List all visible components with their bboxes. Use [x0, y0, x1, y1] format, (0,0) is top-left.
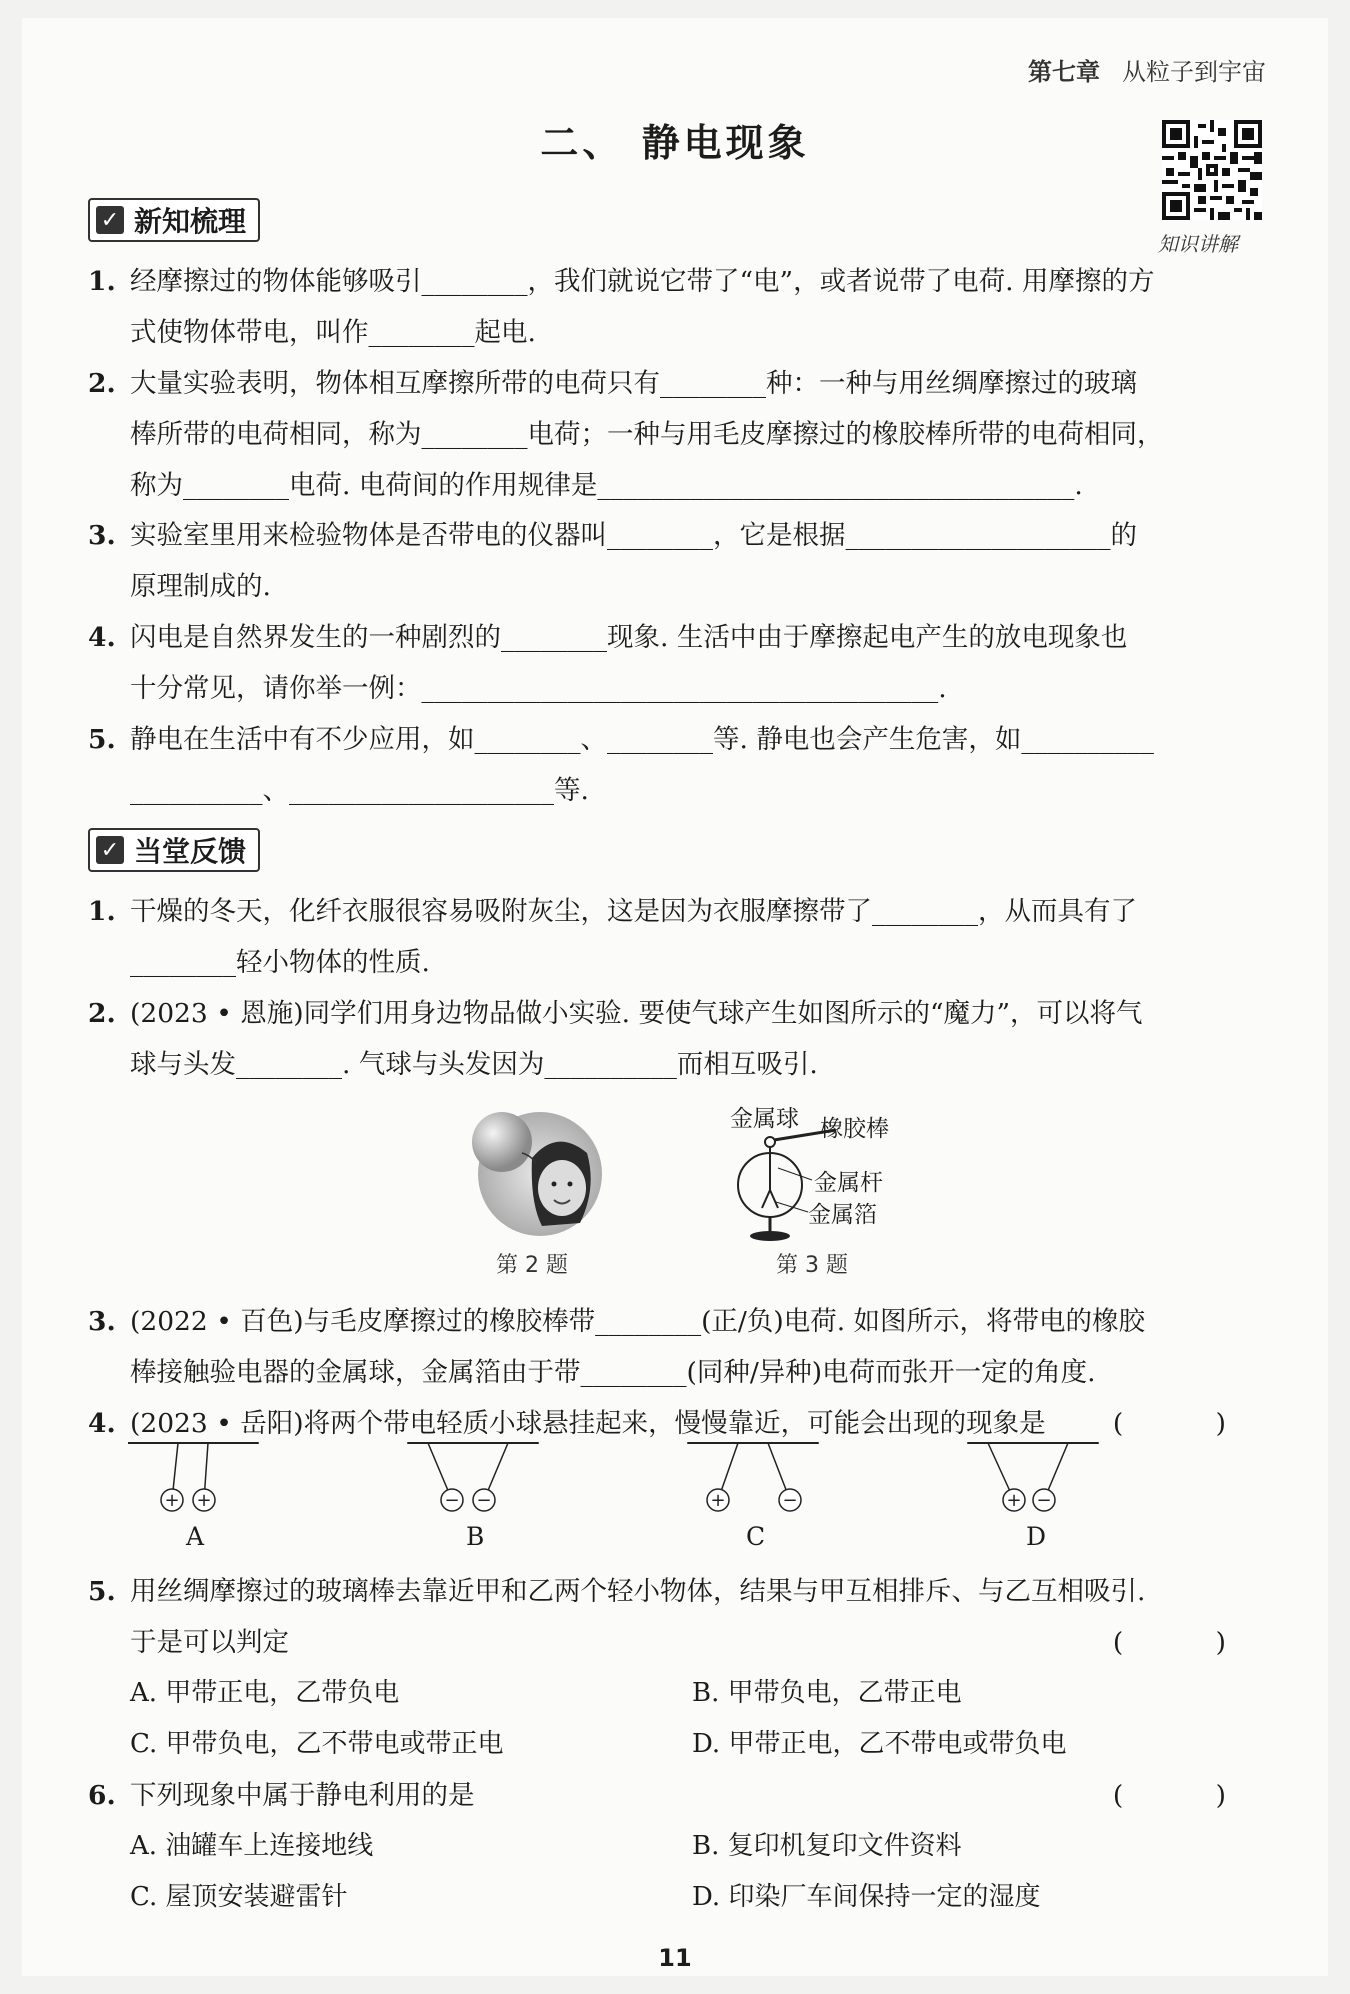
question-line: 静电在生活中有不少应用，如________、________等. 静电也会产生危害，如__________	[130, 724, 1154, 755]
label-rubber-rod: 橡胶棒	[820, 1116, 889, 1142]
section-in-class-feedback	[88, 828, 260, 872]
svg-text:+: +	[1006, 1490, 1022, 1511]
svg-text:+: +	[710, 1490, 726, 1511]
option-b[interactable]: B. 复印机复印文件资料	[692, 1831, 962, 1861]
metal-foil	[762, 1190, 778, 1208]
question-s2-5	[88, 1566, 1268, 1668]
balloon-shape	[472, 1112, 532, 1172]
electroscope-base	[750, 1231, 790, 1241]
question-s2-3	[88, 1296, 1268, 1398]
option-letter-d: D	[1026, 1522, 1047, 1551]
option-letter-a: A	[186, 1522, 205, 1551]
section-label: 当堂反馈	[134, 835, 247, 868]
svg-text:+: +	[164, 1490, 180, 1511]
question-line: 于是可以判定	[130, 1627, 289, 1658]
question-number: 2.	[88, 998, 116, 1029]
question-number: 1.	[88, 896, 116, 927]
qr-code-icon[interactable]	[1162, 120, 1262, 220]
question-line: (2023 • 岳阳)将两个带电轻质小球悬挂起来，慢慢靠近，可能会出现的现象是	[130, 1408, 1046, 1439]
figure-2-caption: 第 2 题	[496, 1253, 568, 1278]
chapter-title: 从粒子到宇宙	[1122, 58, 1266, 86]
question-number: 1.	[88, 266, 116, 297]
option-b-diagram[interactable]	[408, 1443, 538, 1511]
option-c[interactable]: C. 甲带负电，乙不带电或带正电	[130, 1729, 504, 1759]
question-number: 5.	[88, 724, 116, 755]
svg-text:+: +	[196, 1490, 212, 1511]
question-number: 4.	[88, 622, 116, 653]
question-line: 大量实验表明，物体相互摩擦所带的电荷只有________种：一种与用丝绸摩擦过的玻璃	[130, 368, 1137, 399]
checkbox-icon: ✓	[96, 836, 124, 864]
answer-paren[interactable]: ( )	[1112, 1408, 1268, 1439]
option-b[interactable]: B. 甲带负电，乙带正电	[692, 1678, 962, 1708]
option-a-diagram[interactable]	[128, 1443, 258, 1511]
question-s1-1	[88, 256, 1268, 358]
page-number: 11	[658, 1944, 692, 1972]
answer-paren[interactable]: ( )	[1112, 1780, 1268, 1811]
question-line: 球与头发________. 气球与头发因为__________而相互吸引.	[130, 1049, 818, 1080]
checkbox-icon: ✓	[96, 206, 124, 234]
question-line: 实验室里用来检验物体是否带电的仪器叫________，它是根据____________________的	[130, 520, 1137, 551]
question-line: 十分常见，请你举一例：_______________________________________.	[130, 673, 947, 704]
question-s2-2	[88, 988, 1268, 1090]
question-number: 2.	[88, 368, 116, 399]
question-line: 下列现象中属于静电利用的是	[130, 1780, 475, 1811]
question-line: (2023 • 恩施)同学们用身边物品做小实验. 要使气球产生如图所示的“魔力”，可以将气	[130, 998, 1143, 1029]
option-letter-b: B	[466, 1522, 485, 1551]
question-number: 6.	[88, 1780, 116, 1811]
question-number: 5.	[88, 1576, 116, 1607]
option-d-diagram[interactable]	[968, 1443, 1098, 1511]
question-s1-4	[88, 612, 1268, 714]
question-s1-2	[88, 358, 1268, 511]
question-number: 3.	[88, 520, 116, 551]
question-line: __________、____________________等.	[130, 775, 589, 806]
q4-options-diagram	[128, 1440, 1128, 1520]
face-shape	[538, 1160, 586, 1216]
question-number: 4.	[88, 1408, 116, 1439]
question-line: (2022 • 百色)与毛皮摩擦过的橡胶棒带________(正/负)电荷. 如图所示，将带电的橡胶	[130, 1306, 1146, 1337]
question-line: 用丝绸摩擦过的玻璃棒去靠近甲和乙两个轻小物体，结果与甲互相排斥、与乙互相吸引.	[130, 1576, 1146, 1607]
question-line: 式使物体带电，叫作________起电.	[130, 317, 536, 348]
option-c[interactable]: C. 屋顶安装避雷针	[130, 1882, 348, 1912]
page-title: 二、 静电现象	[540, 121, 810, 165]
svg-text:−: −	[782, 1490, 798, 1511]
question-s2-6	[88, 1770, 1268, 1821]
svg-text:−: −	[444, 1490, 460, 1511]
question-s2-1	[88, 886, 1268, 988]
answer-paren[interactable]: ( )	[1112, 1627, 1268, 1658]
question-number: 3.	[88, 1306, 116, 1337]
question-line: 棒接触验电器的金属球，金属箔由于带________(同种/异种)电荷而张开一定的角度.	[130, 1357, 1096, 1388]
question-line: 棒所带的电荷相同，称为________电荷；一种与用毛皮摩擦过的橡胶棒所带的电荷相同，	[130, 419, 1164, 450]
chapter-header	[1028, 52, 1266, 87]
question-line: 干燥的冬天，化纤衣服很容易吸附灰尘，这是因为衣服摩擦带了________，从而具有了	[130, 896, 1137, 927]
question-line: 原理制成的.	[130, 571, 271, 602]
option-a[interactable]: A. 油罐车上连接地线	[130, 1831, 374, 1861]
option-letter-c: C	[746, 1522, 766, 1551]
label-metal-ball: 金属球	[730, 1106, 799, 1132]
section-new-knowledge	[88, 198, 260, 242]
option-d[interactable]: D. 印染厂车间保持一定的湿度	[692, 1882, 1041, 1912]
figure-balloon-hair	[462, 1108, 612, 1238]
figure-3-caption: 第 3 题	[776, 1253, 848, 1278]
question-s1-5	[88, 714, 1268, 816]
option-d[interactable]: D. 甲带正电，乙不带电或带负电	[692, 1729, 1067, 1759]
svg-text:−: −	[1036, 1490, 1052, 1511]
chapter-number: 第七章	[1028, 58, 1100, 86]
section-label: 新知梳理	[134, 205, 247, 238]
label-metal-stem: 金属杆	[814, 1170, 883, 1196]
question-s1-3	[88, 510, 1268, 612]
question-line: 闪电是自然界发生的一种剧烈的________现象. 生活中由于摩擦起电产生的放电现象也	[130, 622, 1128, 653]
qr-caption: 知识讲解	[1158, 232, 1238, 256]
question-line: 经摩擦过的物体能够吸引________，我们就说它带了“电”，或者说带了电荷. 用摩擦的方	[130, 266, 1155, 297]
label-metal-foil: 金属箔	[808, 1202, 877, 1228]
option-a[interactable]: A. 甲带正电，乙带负电	[130, 1678, 400, 1708]
metal-ball	[765, 1137, 775, 1147]
option-c-diagram[interactable]	[688, 1443, 818, 1511]
svg-text:−: −	[476, 1490, 492, 1511]
question-line: 称为________电荷. 电荷间的作用规律是____________________________________.	[130, 470, 1083, 501]
question-line: ________轻小物体的性质.	[130, 947, 430, 978]
